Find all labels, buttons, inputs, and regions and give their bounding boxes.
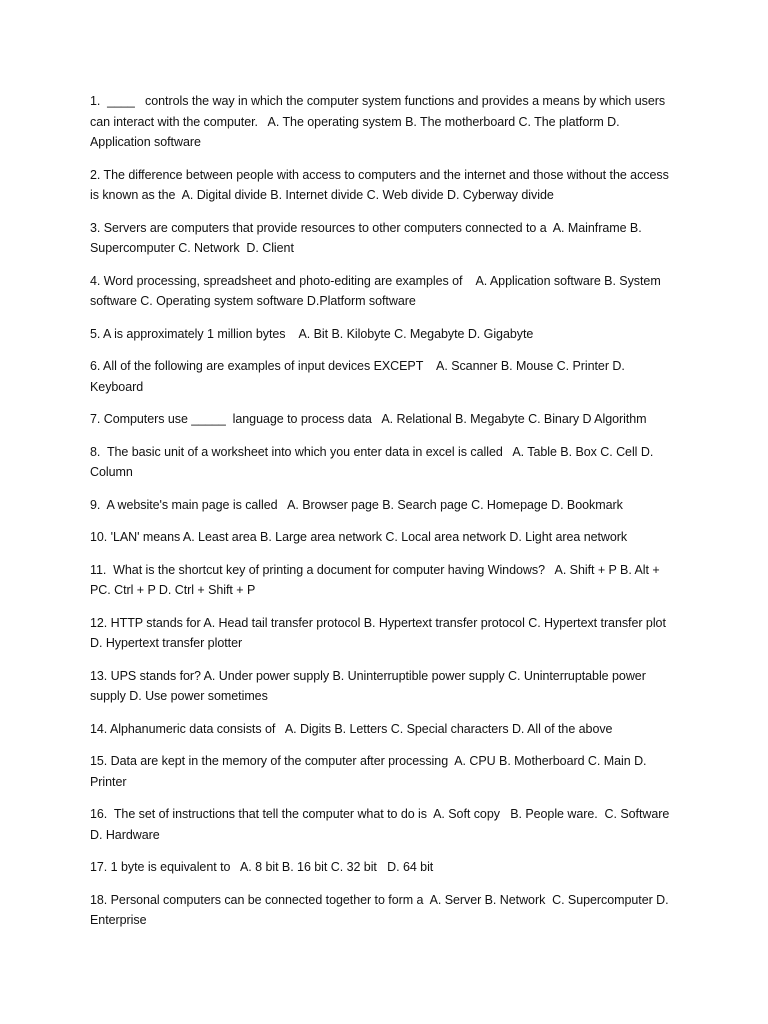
question-7: 7. Computers use _____ language to process data A. Relational B. Megabyte C. Binary D Algorithm	[90, 412, 647, 426]
question-8: 8. The basic unit of a worksheet into which you enter data in excel is called A. Table B. Box C. Cell D. Column	[90, 444, 657, 479]
question-15: 15. Data are kept in the memory of the computer after processing A. CPU B. Motherboard C. Main D. Printer	[90, 754, 650, 789]
question-3: 3. Servers are computers that provide resources to other computers connected to a A. Mainframe B. Supercomputer C. Network D. Client	[90, 220, 646, 255]
question-6: 6. All of the following are examples of input devices EXCEPT A. Scanner B. Mouse C. Printer D. Keyboard	[90, 359, 629, 394]
question-13: 13. UPS stands for? A. Under power supply B. Uninterruptible power supply C. Uninterruptable power supply D. Use power sometimes	[90, 668, 650, 703]
question-9: 9. A website's main page is called A. Browser page B. Search page C. Homepage D. Bookmark	[90, 497, 623, 512]
question-16: 16. The set of instructions that tell the computer what to do is A. Soft copy B. People ware. C. Software D. Hardware	[90, 807, 683, 842]
question-18: 18. Personal computers can be connected together to form a A. Server B. Network C. Supercomputer D. Enterprise	[90, 892, 673, 927]
question-5: 5. A is approximately 1 million bytes A. Bit B. Kilobyte C. Megabyte D. Gigabyte	[90, 326, 534, 341]
question-list	[90, 91, 683, 943]
question-17: 17. 1 byte is equivalent to A. 8 bit B. 16 bit C. 32 bit D. 64 bit	[90, 860, 434, 874]
question-2: 2. The difference between people with access to computers and the internet and those without the access is known as the A. Digital divide B. Internet divide C. Web divide D. Cyberway divide	[90, 167, 673, 202]
question-14: 14. Alphanumeric data consists of A. Digits B. Letters C. Special characters D. All of the above	[90, 721, 613, 736]
question-1: 1. ____ controls the way in which the computer system functions and provides a means by which users can interact with the computer. A. The operating system B. The motherboard C. The platform D. Application software	[90, 94, 669, 149]
question-12: 12. HTTP stands for A. Head tail transfer protocol B. Hypertext transfer protocol C. Hypertext transfer plot D. Hypertext transfer plotter	[90, 615, 670, 650]
question-10: 10. 'LAN' means A. Least area B. Large area network C. Local area network D. Light area network	[90, 530, 628, 544]
question-11: 11. What is the shortcut key of printing a document for computer having Windows? A. Shift + P B. Alt + PC. Ctrl + P D. Ctrl + Shift + P	[90, 562, 664, 597]
question-4: 4. Word processing, spreadsheet and photo-editing are examples of A. Application software B. System software C. Operating system software D.Platform software	[90, 273, 665, 308]
